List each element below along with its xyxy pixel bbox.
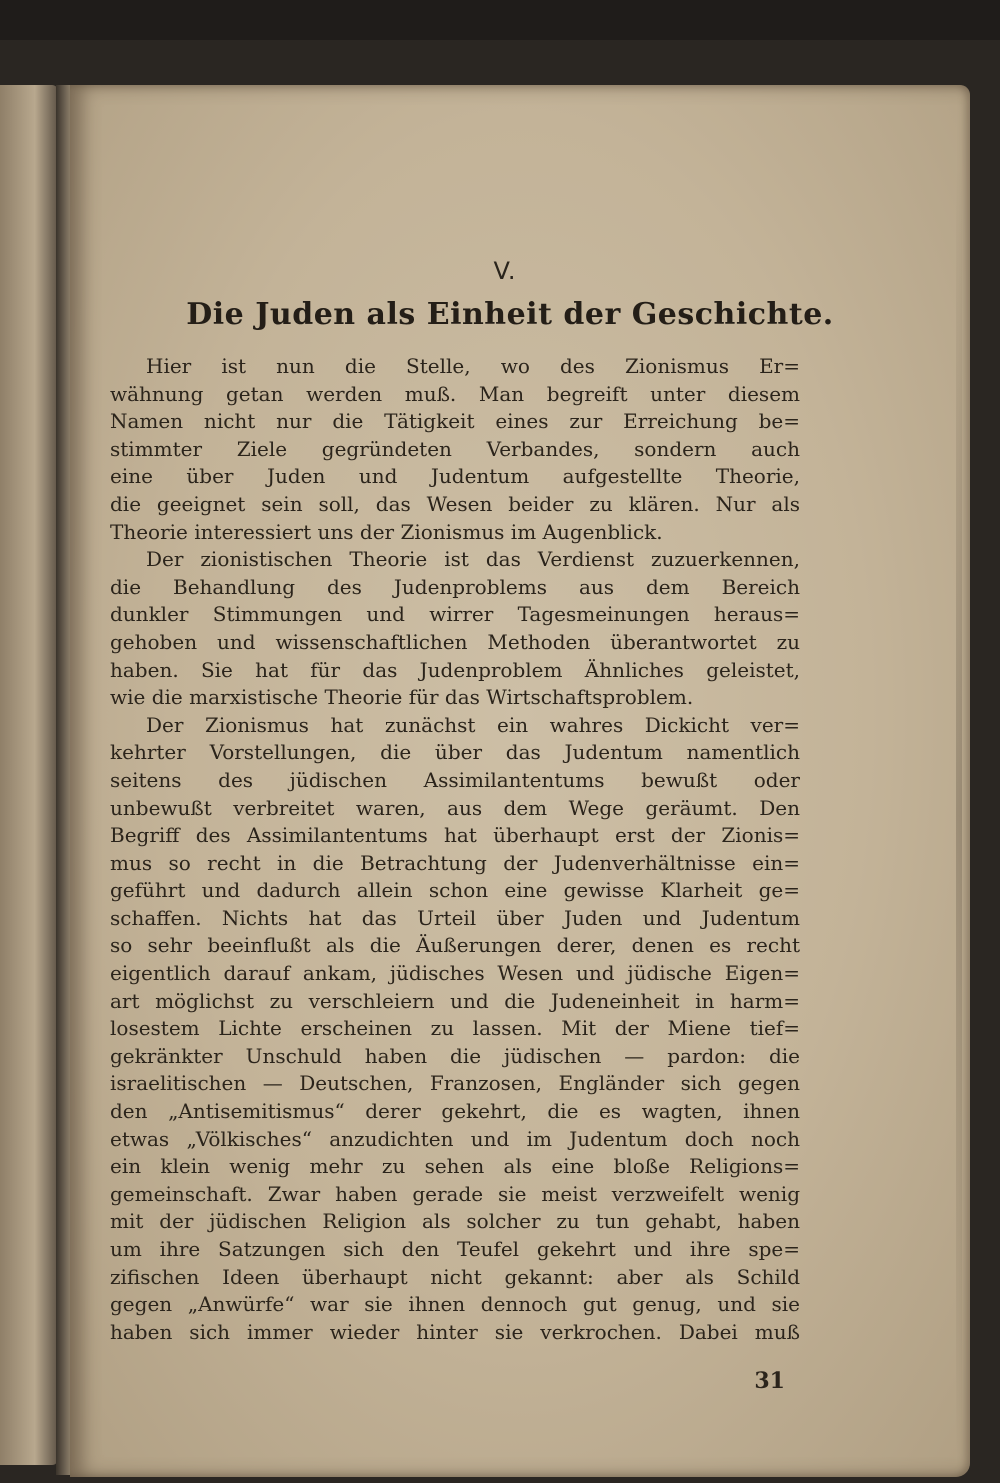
text-line: schaffen. Nichts hat das Urteil über Juden und Judentum: [110, 905, 800, 930]
text-line: ein klein wenig mehr zu sehen als eine bloße Religions=: [110, 1154, 800, 1179]
text-line: losestem Lichte erscheinen zu lassen. Mit der Miene tief=: [110, 1016, 800, 1041]
text-line: kehrter Vorstellungen, die über das Judentum namentlich: [110, 740, 800, 765]
text-line: eine über Juden und Judentum aufgestellte Theorie,: [110, 464, 800, 489]
body-text: [110, 353, 800, 1346]
text-line: gekränkter Unschuld haben die jüdischen — pardon: die: [110, 1043, 800, 1068]
text-line: haben sich immer wieder hinter sie verkrochen. Dabei muß: [110, 1319, 800, 1344]
text-line: den „Antisemitismus“ derer gekehrt, die es wagten, ihnen: [110, 1099, 800, 1124]
text-line: gegen „Anwürfe“ war sie ihnen dennoch gut genug, und sie: [110, 1292, 800, 1317]
text-line: Der zionistischen Theorie ist das Verdienst zuzuerkennen,: [146, 547, 800, 572]
text-line: gehoben und wissenschaftlichen Methoden überantwortet zu: [110, 629, 800, 654]
page-edge-shadow: [956, 165, 962, 1465]
text-line: stimmter Ziele gegründeten Verbandes, sondern auch: [110, 436, 800, 461]
text-line: um ihre Satzungen sich den Teufel gekehrt und ihre spe=: [110, 1237, 800, 1261]
text-line: art möglichst zu verschleiern und die Judeneinheit in harm=: [110, 988, 800, 1013]
text-line: wie die marxistische Theorie für das Wirtschaftsproblem.: [110, 685, 694, 710]
text-line: die geeignet sein soll, das Wesen beider zu klären. Nur als: [110, 491, 800, 516]
text-line: unbewußt verbreitet waren, aus dem Wege geräumt. Den: [110, 795, 800, 820]
text-line: israelitischen — Deutschen, Franzosen, Engländer sich gegen: [110, 1071, 800, 1096]
text-line: Begriff des Assimilantentums hat überhaupt erst der Zionis=: [110, 823, 800, 848]
text-line: Namen nicht nur die Tätigkeit eines zur Erreichung be=: [110, 409, 800, 434]
text-line: seitens des jüdischen Assimilantentums bewußt oder: [110, 767, 800, 792]
text-line: eigentlich darauf ankam, jüdisches Wesen und jüdische Eigen=: [110, 961, 800, 986]
text-line: gemeinschaft. Zwar haben gerade sie meist verzweifelt wenig: [110, 1181, 800, 1206]
book-spread: [0, 40, 1000, 1483]
chapter-title: Die Juden als Einheit der Geschichte.: [186, 297, 834, 332]
text-line: Theorie interessiert uns der Zionismus im Augenblick.: [110, 519, 663, 544]
text-line: die Behandlung des Judenproblems aus dem Bereich: [110, 574, 800, 599]
text-line: haben. Sie hat für das Judenproblem Ähnliches geleistet,: [110, 657, 800, 682]
book-page: [70, 85, 970, 1477]
text-line: wähnung getan werden muß. Man begreift unter diesem: [110, 381, 800, 406]
text-line: mus so recht in die Betrachtung der Judenverhältnisse ein=: [110, 850, 800, 875]
text-line: geführt und dadurch allein schon eine gewisse Klarheit ge=: [110, 878, 800, 903]
left-page-edge: [0, 85, 58, 1465]
text-line: dunkler Stimmungen und wirrer Tagesmeinungen heraus=: [110, 602, 800, 627]
text-line: so sehr beeinflußt als die Äußerungen derer, denen es recht: [110, 933, 800, 958]
text-line: zifischen Ideen überhaupt nicht gekannt: aber als Schild: [110, 1264, 800, 1289]
text-line: etwas „Völkisches“ anzudichten und im Judentum doch noch: [110, 1126, 800, 1151]
chapter-numeral: V.: [493, 257, 517, 285]
text-line: Der Zionismus hat zunächst ein wahres Dickicht ver=: [146, 712, 800, 737]
text-line: mit der jüdischen Religion als solcher zu tun gehabt, haben: [110, 1209, 800, 1234]
text-line: Hier ist nun die Stelle, wo des Zionismus Er=: [146, 354, 800, 378]
page-number: 31: [754, 1368, 785, 1394]
